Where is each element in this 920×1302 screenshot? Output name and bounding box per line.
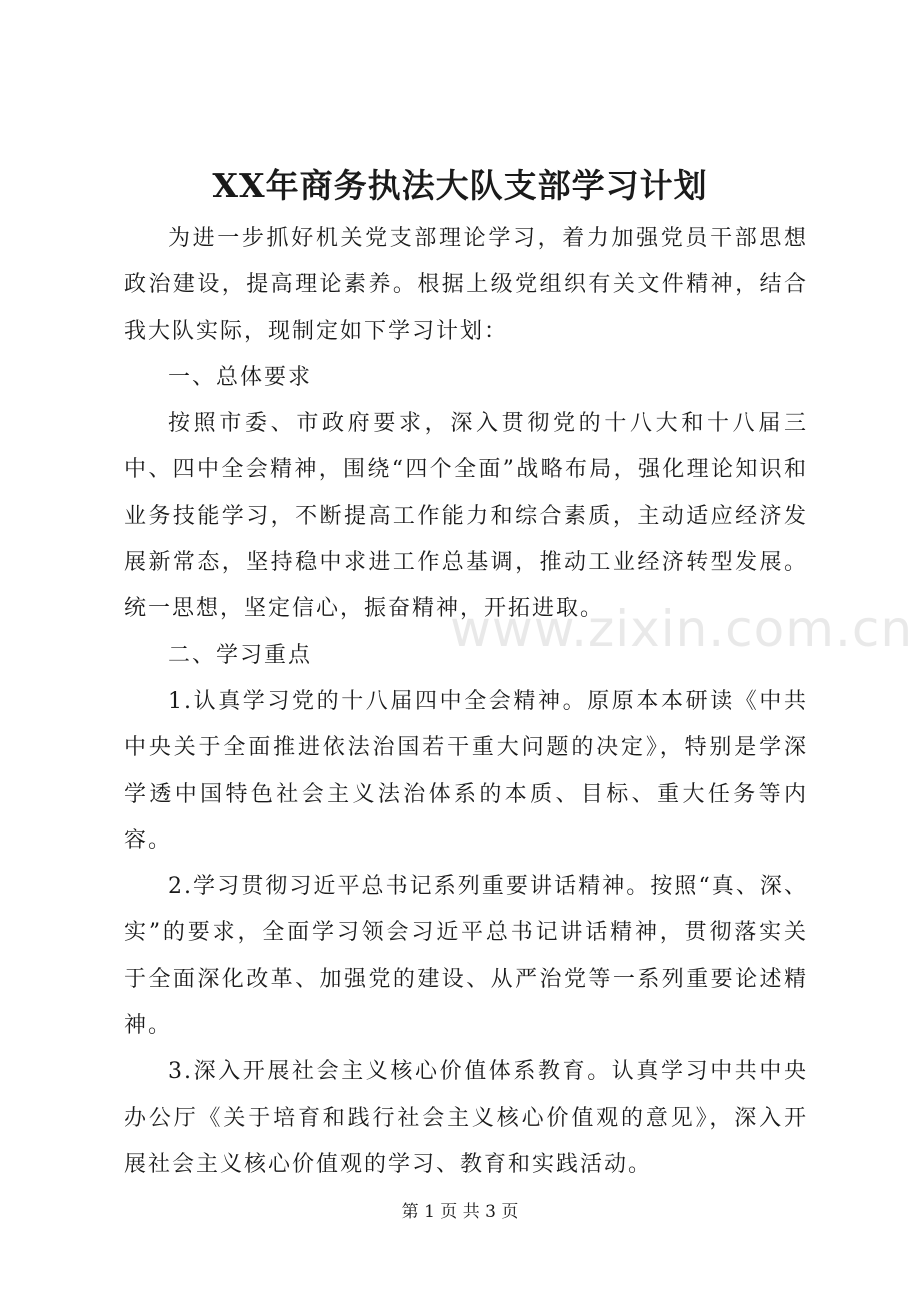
study-focus-item-3: 3.深入开展社会主义核心价值体系教育。认真学习中共中央办公厅《关于培育和践行社会主义核心价值观的意见》，深入开展社会主义核心价值观的学习、教育和实践活动。 <box>124 1059 808 1177</box>
study-focus-item-2: 2.学习贯彻习近平总书记系列重要讲话精神。按照“真、深、实”的要求，全面学习领会习近平总书记讲话精神，贯彻落实关于全面深化改革、加强党的建设、从严治党等一系列重要论述精神。 <box>124 874 808 1039</box>
page-footer: 第 1 页 共 3 页 <box>401 1202 519 1222</box>
general-requirements-paragraph: 按照市委、市政府要求，深入贯彻党的十八大和十八届三中、四中全会精神，围绕“四个全面”战略布局，强化理论知识和业务技能学习，不断提高工作能力和综合素质，主动适应经济发展新常态，坚持稳中求进工作总基调，推动工业经济转型发展。统一思想，坚定信心，振奋精神，开拓进取。 <box>124 411 808 622</box>
study-focus-item-1: 1.认真学习党的十八届四中全会精神。原原本本研读《中共中央关于全面推进依法治国若干重大问题的决定》，特别是学深学透中国特色社会主义法治体系的本质、目标、重大任务等内容。 <box>124 688 808 853</box>
intro-paragraph: 为进一步抓好机关党支部理论学习，着力加强党员干部思想政治建设，提高理论素养。根据上级党组织有关文件精神，结合我大队实际，现制定如下学习计划： <box>124 226 808 344</box>
section-heading-study-focus: 二、学习重点 <box>168 642 313 668</box>
section-heading-general-requirements: 一、总体要求 <box>168 364 313 390</box>
document-body <box>124 216 808 1188</box>
document-title: XX年商务执法大队支部学习计划 <box>212 166 708 205</box>
watermark: www.zixin.com.cn <box>450 600 914 658</box>
